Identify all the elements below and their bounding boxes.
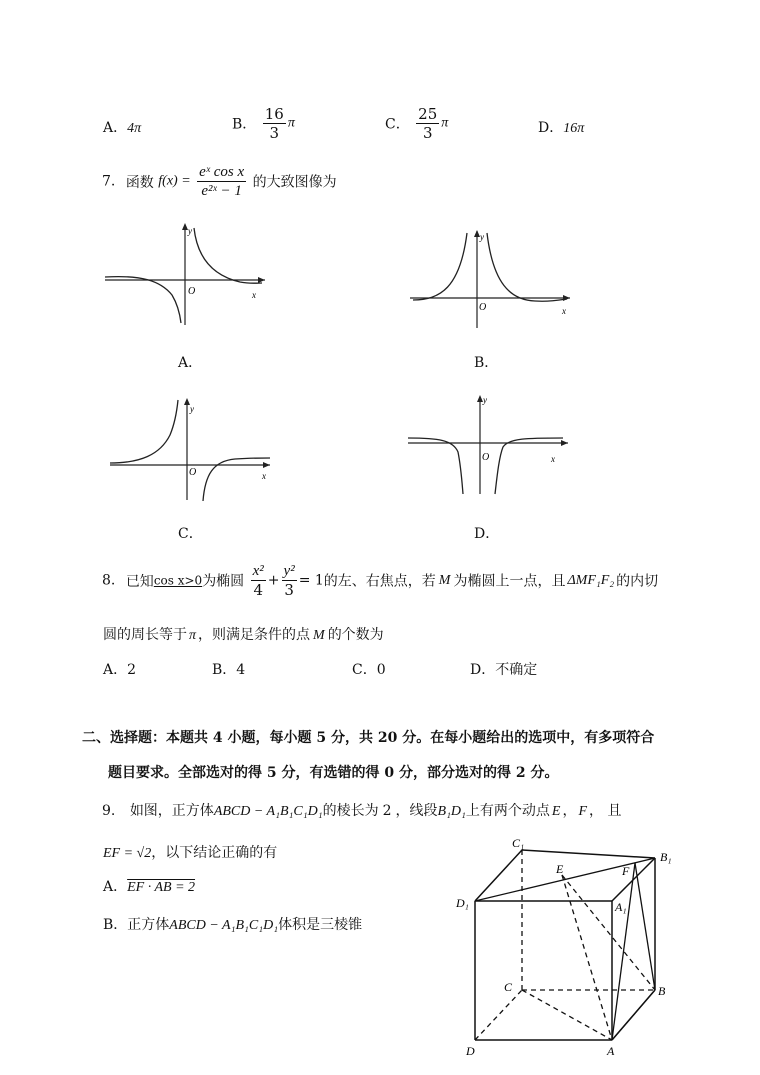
graph-b-label: B． bbox=[474, 355, 499, 371]
section-2-heading: 二、选择题：本题共 4 小题，每小题 5 分，共 20 分。在每小题给出的选项中，有多项符合 bbox=[82, 730, 655, 746]
svg-text:y: y bbox=[188, 226, 192, 236]
svg-text:x: x bbox=[551, 454, 555, 464]
graph-d bbox=[403, 392, 573, 497]
svg-text:E: E bbox=[556, 862, 564, 876]
q7-stem: 7. 函数 f(x) = $\frac{\text{eˣ cos x}}{\text{e²ˣ − 1}}$ 的大致图像为 bbox=[102, 164, 337, 199]
svg-text:O: O bbox=[189, 467, 197, 478]
q6-option-a: A．4π bbox=[103, 120, 142, 136]
q6-option-c: C． $\frac{25}{3}$ π bbox=[385, 105, 449, 142]
svg-text:O: O bbox=[479, 302, 487, 313]
q9-stem-line2: EF = √2，以下结论正确的有 bbox=[103, 845, 278, 861]
svg-text:D: D bbox=[466, 1044, 475, 1058]
svg-text:y: y bbox=[480, 232, 484, 242]
svg-text:O: O bbox=[188, 286, 196, 297]
q6-option-d: D．16π bbox=[538, 120, 585, 136]
svg-text:y: y bbox=[190, 404, 194, 414]
cube-figure bbox=[450, 835, 680, 1065]
graph-c-label: C． bbox=[178, 526, 203, 542]
section-2-heading-line2: 题目要求。全部选对的得 5 分，有选错的得 0 分，部分选对的得 2 分。 bbox=[108, 765, 559, 781]
svg-text:C: C bbox=[504, 980, 513, 994]
svg-text:F: F bbox=[622, 864, 630, 878]
q9-option-b: B．正方体ABCD − A₁B₁C₁D₁体积是三棱锥 bbox=[103, 917, 363, 933]
graph-d-label: D． bbox=[474, 526, 500, 542]
svg-text:C₁: C₁ bbox=[512, 836, 525, 850]
q8-option-c: C．0 bbox=[352, 662, 386, 678]
graph-b bbox=[405, 228, 575, 333]
q8-option-a: A．2 bbox=[103, 662, 137, 678]
q8-option-b: B．4 bbox=[212, 662, 246, 678]
q8-stem-line1: 8. 已知cos x>0为椭圆 $\frac{\text{x²}}{4}$ + $\frac{\text{y²}}{3}$ = 1的左、右焦点，若 M 为椭圆上一点，且 ΔMF₁F₂ 的内切 bbox=[102, 563, 659, 599]
svg-text:B: B bbox=[658, 984, 666, 998]
svg-text:A: A bbox=[607, 1044, 615, 1058]
svg-text:x: x bbox=[252, 290, 256, 300]
q8-stem-line2: 圆的周长等于 π ，则满足条件的点 M 的个数为 bbox=[103, 627, 384, 643]
svg-text:A₁: A₁ bbox=[615, 900, 627, 914]
svg-text:x: x bbox=[262, 471, 266, 481]
svg-text:y: y bbox=[483, 395, 487, 405]
graph-a bbox=[100, 220, 270, 330]
q8-option-d: D．不确定 bbox=[470, 662, 538, 678]
graph-c bbox=[105, 395, 275, 505]
graph-a-label: A． bbox=[178, 355, 203, 371]
q9-option-a: A．EF · AB = 2 bbox=[103, 879, 196, 895]
q9-stem-line1: 9. 如图，正方体ABCD − A₁B₁C₁D₁的棱长为 2 ，线段B₁D₁上有两个动点 E ， F ， 且 bbox=[102, 803, 622, 819]
q6-option-b: B． $\frac{16}{3}$ π bbox=[232, 105, 295, 142]
svg-text:B₁: B₁ bbox=[660, 850, 672, 864]
svg-text:x: x bbox=[562, 306, 566, 316]
svg-text:O: O bbox=[482, 452, 490, 463]
svg-text:D₁: D₁ bbox=[456, 896, 469, 910]
